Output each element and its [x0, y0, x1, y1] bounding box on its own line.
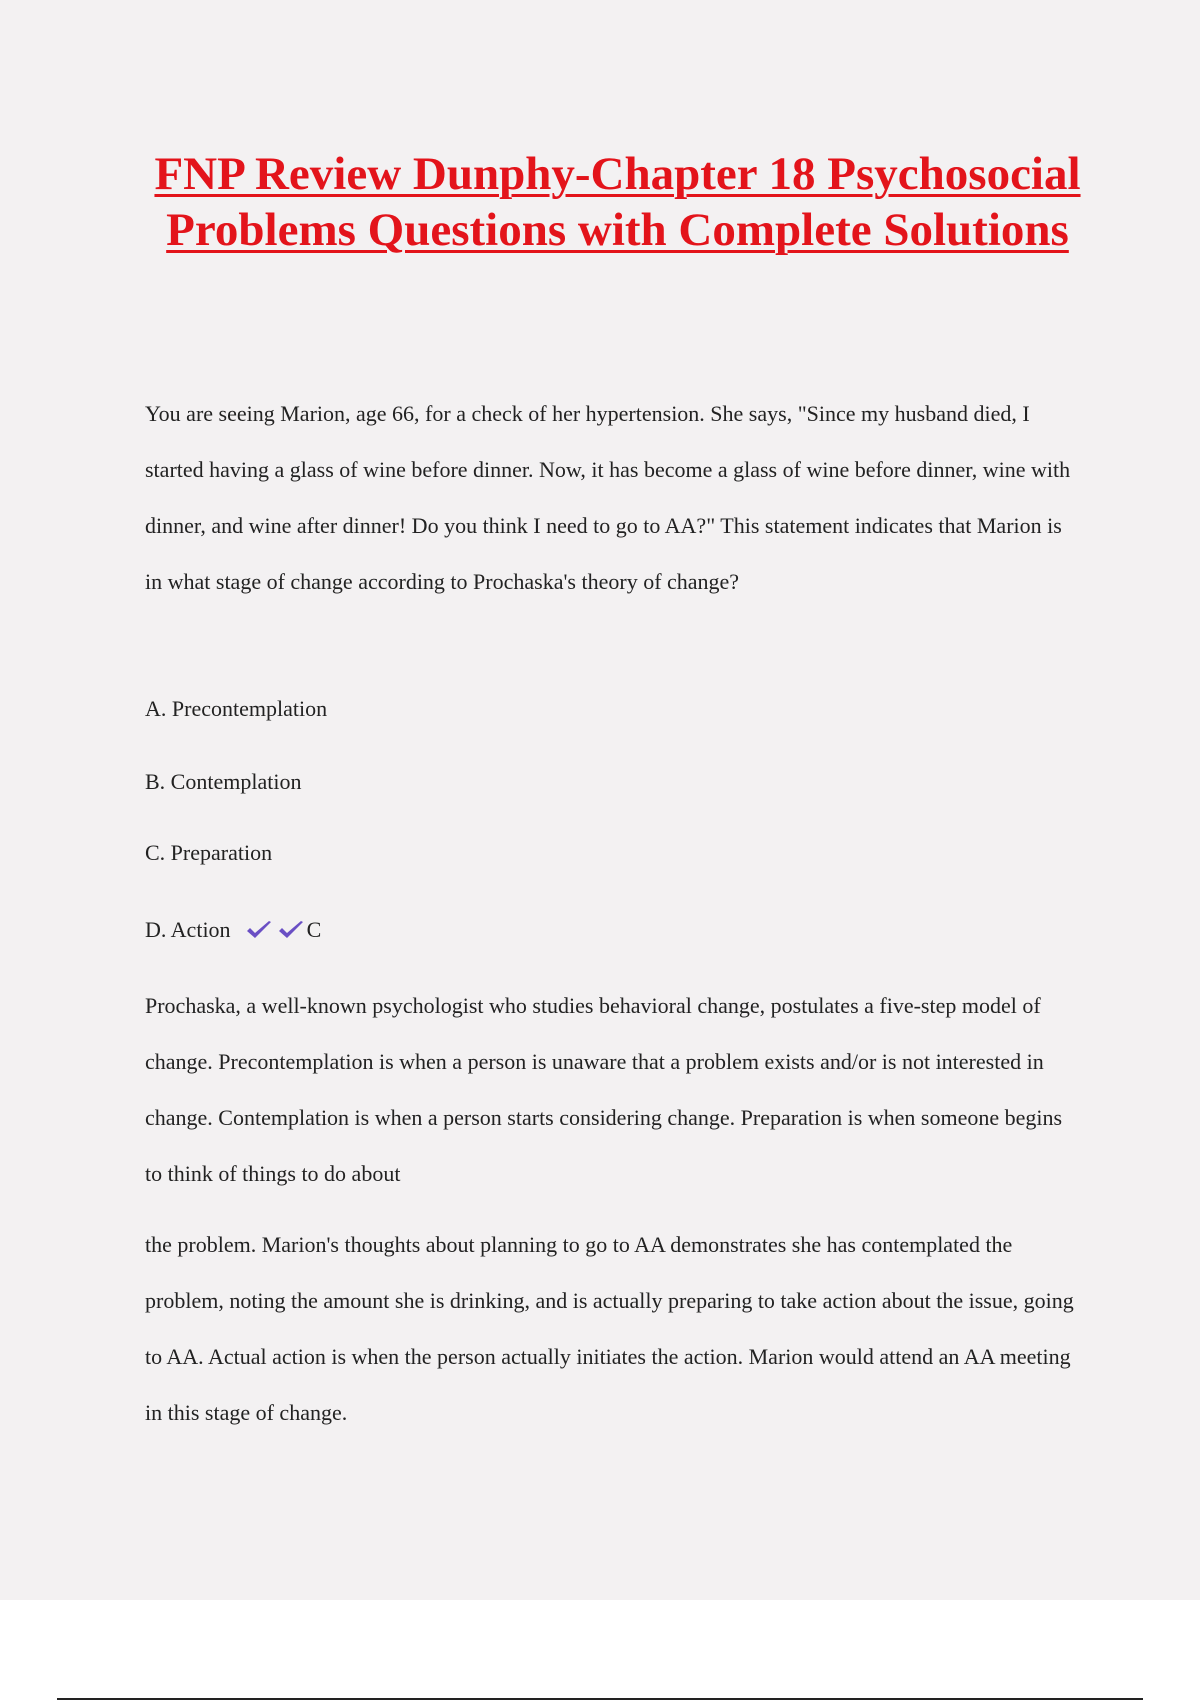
check-icon	[245, 918, 273, 942]
option-d: D. Action	[145, 917, 231, 942]
option-b: B. Contemplation	[145, 769, 302, 794]
check-icon	[277, 918, 305, 942]
option-a: A. Precontemplation	[145, 696, 328, 721]
option-c: C. Preparation	[145, 840, 273, 865]
explanation-paragraph-1: Prochaska, a well-known psychologist who studies behavioral change, postulates a five-step model of change. Precontemplation is when a person is unaware that a problem exists and/or is not interested in change. Contemplation is when a person starts considering change. Preparation is when someone begins to think of things to do about	[145, 993, 1063, 1186]
explanation-paragraph-2: the problem. Marion's thoughts about planning to go to AA demonstrates she has contemplated the problem, noting the amount she is drinking, and is actually preparing to take action about the issue, going to AA. Actual action is when the person actually initiates the action. Marion would attend an AA meeting in this stage of change.	[145, 1232, 1074, 1425]
option-d-row	[145, 915, 321, 945]
document-title: FNP Review Dunphy-Chapter 18 Psychosocial Problems Questions with Complete Solutions	[154, 148, 1081, 256]
correct-answer: C	[306, 917, 322, 942]
question-text: You are seeing Marion, age 66, for a check of her hypertension. She says, "Since my husband died, I started having a glass of wine before dinner. Now, it has become a glass of wine before dinner, wine with dinner, and wine after dinner! Do you think I need to go to AA?" This statement indicates that Marion is in what stage of change according to Prochaska's theory of change?	[145, 401, 1071, 594]
